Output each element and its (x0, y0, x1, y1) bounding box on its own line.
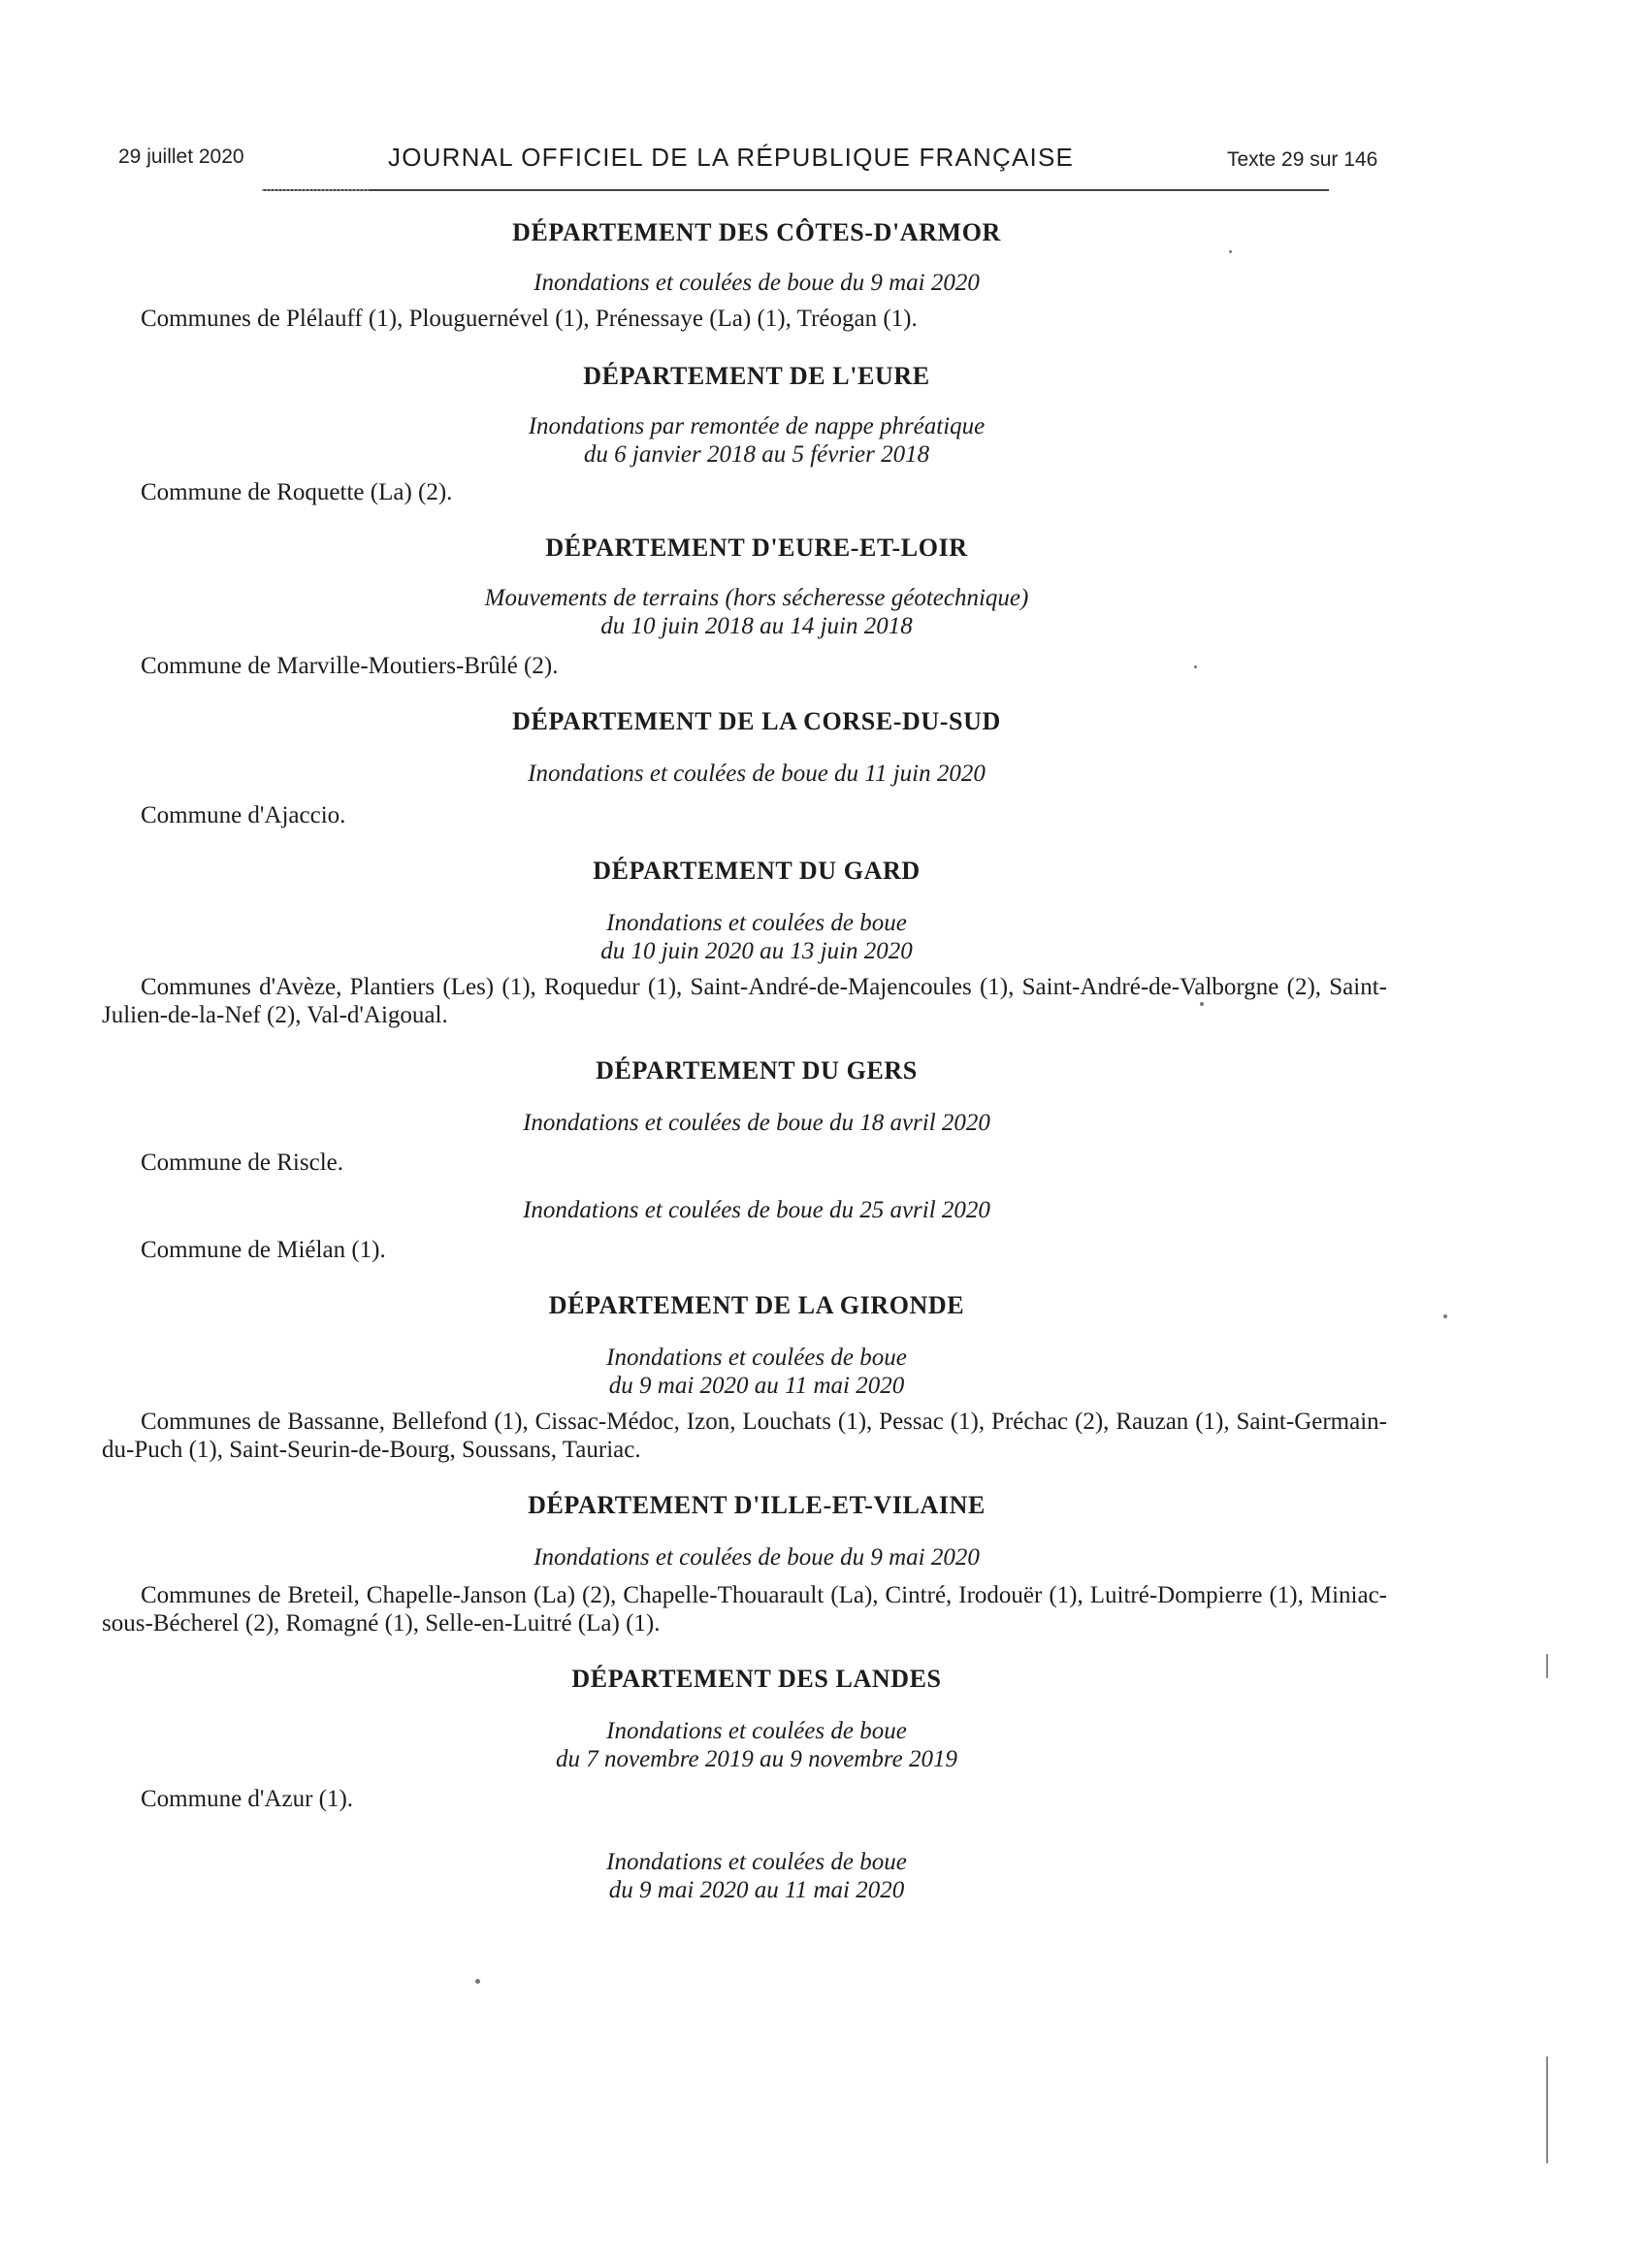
header-rule-dotted (262, 189, 369, 191)
communes-list: Commune de Miélan (1). (141, 1237, 386, 1263)
department-heading: DÉPARTEMENT DE LA GIRONDE (548, 1291, 965, 1319)
event-title: Inondations et coulées de boue du 9 mai 2020 (534, 270, 980, 296)
communes-list: Commune de Riscle. (141, 1150, 343, 1176)
department-heading: DÉPARTEMENT DE L'EURE (583, 362, 930, 390)
event-title-line1: Inondations et coulées de boue (606, 910, 907, 936)
text-number: Texte 29 sur 146 (1227, 148, 1378, 171)
communes-list: Commune d'Ajaccio. (141, 802, 346, 828)
communes-list: Communes de Plélauff (1), Plouguernével (1), Prénessaye (La) (1), Tréogan (1). (141, 306, 918, 332)
department-heading: DÉPARTEMENT DU GERS (596, 1056, 918, 1085)
department-heading: DÉPARTEMENT DE LA CORSE-DU-SUD (512, 707, 1001, 735)
event-title: Inondations et coulées de boue du 11 juin 2020 (528, 761, 986, 787)
scan-edge-line (1546, 2057, 1548, 2163)
event-title-line1: Mouvements de terrains (hors sécheresse géotechnique) (484, 585, 1029, 611)
event-title: Inondations et coulées de boue du 18 avril 2020 (523, 1110, 990, 1136)
communes-list: Commune de Roquette (La) (2). (141, 479, 453, 505)
publication-date: 29 juillet 2020 (118, 146, 244, 168)
event-title-line2: du 9 mai 2020 au 11 mai 2020 (608, 1373, 905, 1399)
scan-speck (1229, 250, 1232, 253)
event-title-line2: du 6 janvier 2018 au 5 février 2018 (583, 441, 930, 468)
communes-list: Commune d'Azur (1). (141, 1786, 354, 1812)
department-heading: DÉPARTEMENT DES CÔTES-D'ARMOR (512, 218, 1001, 246)
scan-speck (1194, 665, 1197, 668)
scan-speck (1443, 1314, 1447, 1318)
scan-speck (475, 1979, 480, 1984)
communes-list: Communes de Breteil, Chapelle-Janson (La) (2), Chapelle-Thouarault (La), Cintré, Irodouër (1), Luitré-Dompierre (1), Miniac-sous-Bécherel (2), Romagné (1), Selle-en-Luitré (La) (1). (102, 1582, 1387, 1636)
event-title-line2: du 10 juin 2020 au 13 juin 2020 (600, 938, 913, 964)
communes-list: Communes de Bassanne, Bellefond (1), Cissac-Médoc, Izon, Louchats (1), Pessac (1), Préchac (2), Rauzan (1), Saint-Germain-du-Puch (1), Saint-Seurin-de-Bourg, Soussans, Tauriac. (102, 1409, 1387, 1463)
cut-off-line (126, 2163, 630, 2175)
header-rule (262, 189, 1329, 191)
event-title-line2: du 9 mai 2020 au 11 mai 2020 (608, 1877, 905, 1903)
event-title-line1: Inondations et coulées de boue (606, 1718, 907, 1744)
event-title-line1: Inondations et coulées de boue (606, 1849, 907, 1875)
department-heading: DÉPARTEMENT D'ILLE-ET-VILAINE (528, 1491, 986, 1519)
event-title: Inondations et coulées de boue du 25 avril 2020 (523, 1197, 990, 1223)
scan-speck (1200, 1002, 1204, 1006)
communes-list: Commune de Marville-Moutiers-Brûlé (2). (141, 653, 559, 679)
event-title: Inondations et coulées de boue du 9 mai 2020 (534, 1544, 980, 1571)
department-heading: DÉPARTEMENT DES LANDES (571, 1665, 942, 1693)
event-title-line1: Inondations et coulées de boue (606, 1345, 907, 1371)
scan-edge-line (1546, 1654, 1548, 1678)
communes-list: Communes d'Avèze, Plantiers (Les) (1), Roquedur (1), Saint-André-de-Majencoules (1), Saint-André-de-Valborgne (2), Saint-Julien-de-la-Nef (2), Val-d'Aigoual. (102, 974, 1387, 1028)
event-title-line2: du 10 juin 2018 au 14 juin 2018 (600, 613, 913, 639)
department-heading: DÉPARTEMENT DU GARD (593, 857, 921, 885)
department-heading: DÉPARTEMENT D'EURE-ET-LOIR (545, 534, 968, 562)
event-title-line1: Inondations par remontée de nappe phréatique (528, 413, 986, 439)
journal-title: JOURNAL OFFICIEL DE LA RÉPUBLIQUE FRANÇAISE (388, 143, 1075, 172)
document-body (0, 218, 1649, 1904)
event-title-line2: du 7 novembre 2019 au 9 novembre 2019 (555, 1746, 958, 1772)
page-header (0, 143, 1649, 175)
